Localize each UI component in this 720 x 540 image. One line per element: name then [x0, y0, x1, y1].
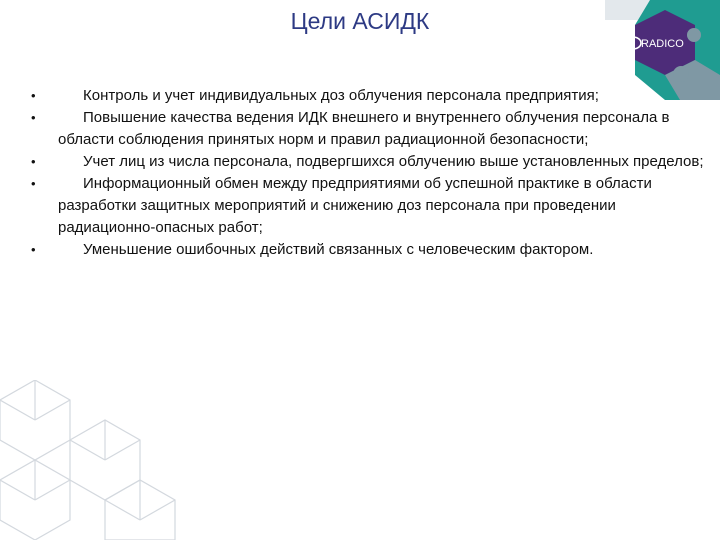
bullet-marker: •	[31, 88, 36, 103]
slide-title: Цели АСИДК	[290, 8, 430, 34]
bullet-text: Уменьшение ошибочных действий связанных с человеческим фактором.	[83, 241, 594, 258]
decorative-cube-pattern	[0, 380, 190, 540]
list-item	[28, 151, 708, 173]
bullet-text: Повышение качества ведения ИДК внешнего и внутреннего облучения персонала в области соблюдения принятых норм и правил радиационной безопасности;	[58, 109, 670, 148]
list-item	[28, 85, 708, 107]
bullet-text: Контроль и учет индивидуальных доз облучения персонала предприятия;	[83, 87, 599, 104]
bullet-marker: •	[31, 154, 36, 169]
bullet-text: Учет лиц из числа персонала, подвергшихся облучению выше установленных пределов;	[83, 153, 704, 170]
logo-text: RADICO	[641, 38, 684, 50]
list-item	[28, 239, 708, 261]
bullet-marker: •	[31, 176, 36, 191]
list-item	[28, 107, 708, 151]
bullet-list	[28, 85, 708, 261]
bullet-marker: •	[31, 110, 36, 125]
list-item	[28, 173, 708, 239]
bullet-text: Информационный обмен между предприятиями об успешной практике в области разработки защитных мероприятий и снижению доз персонала при проведении радиационно-опасных работ;	[58, 175, 652, 236]
bullet-marker: •	[31, 242, 36, 257]
